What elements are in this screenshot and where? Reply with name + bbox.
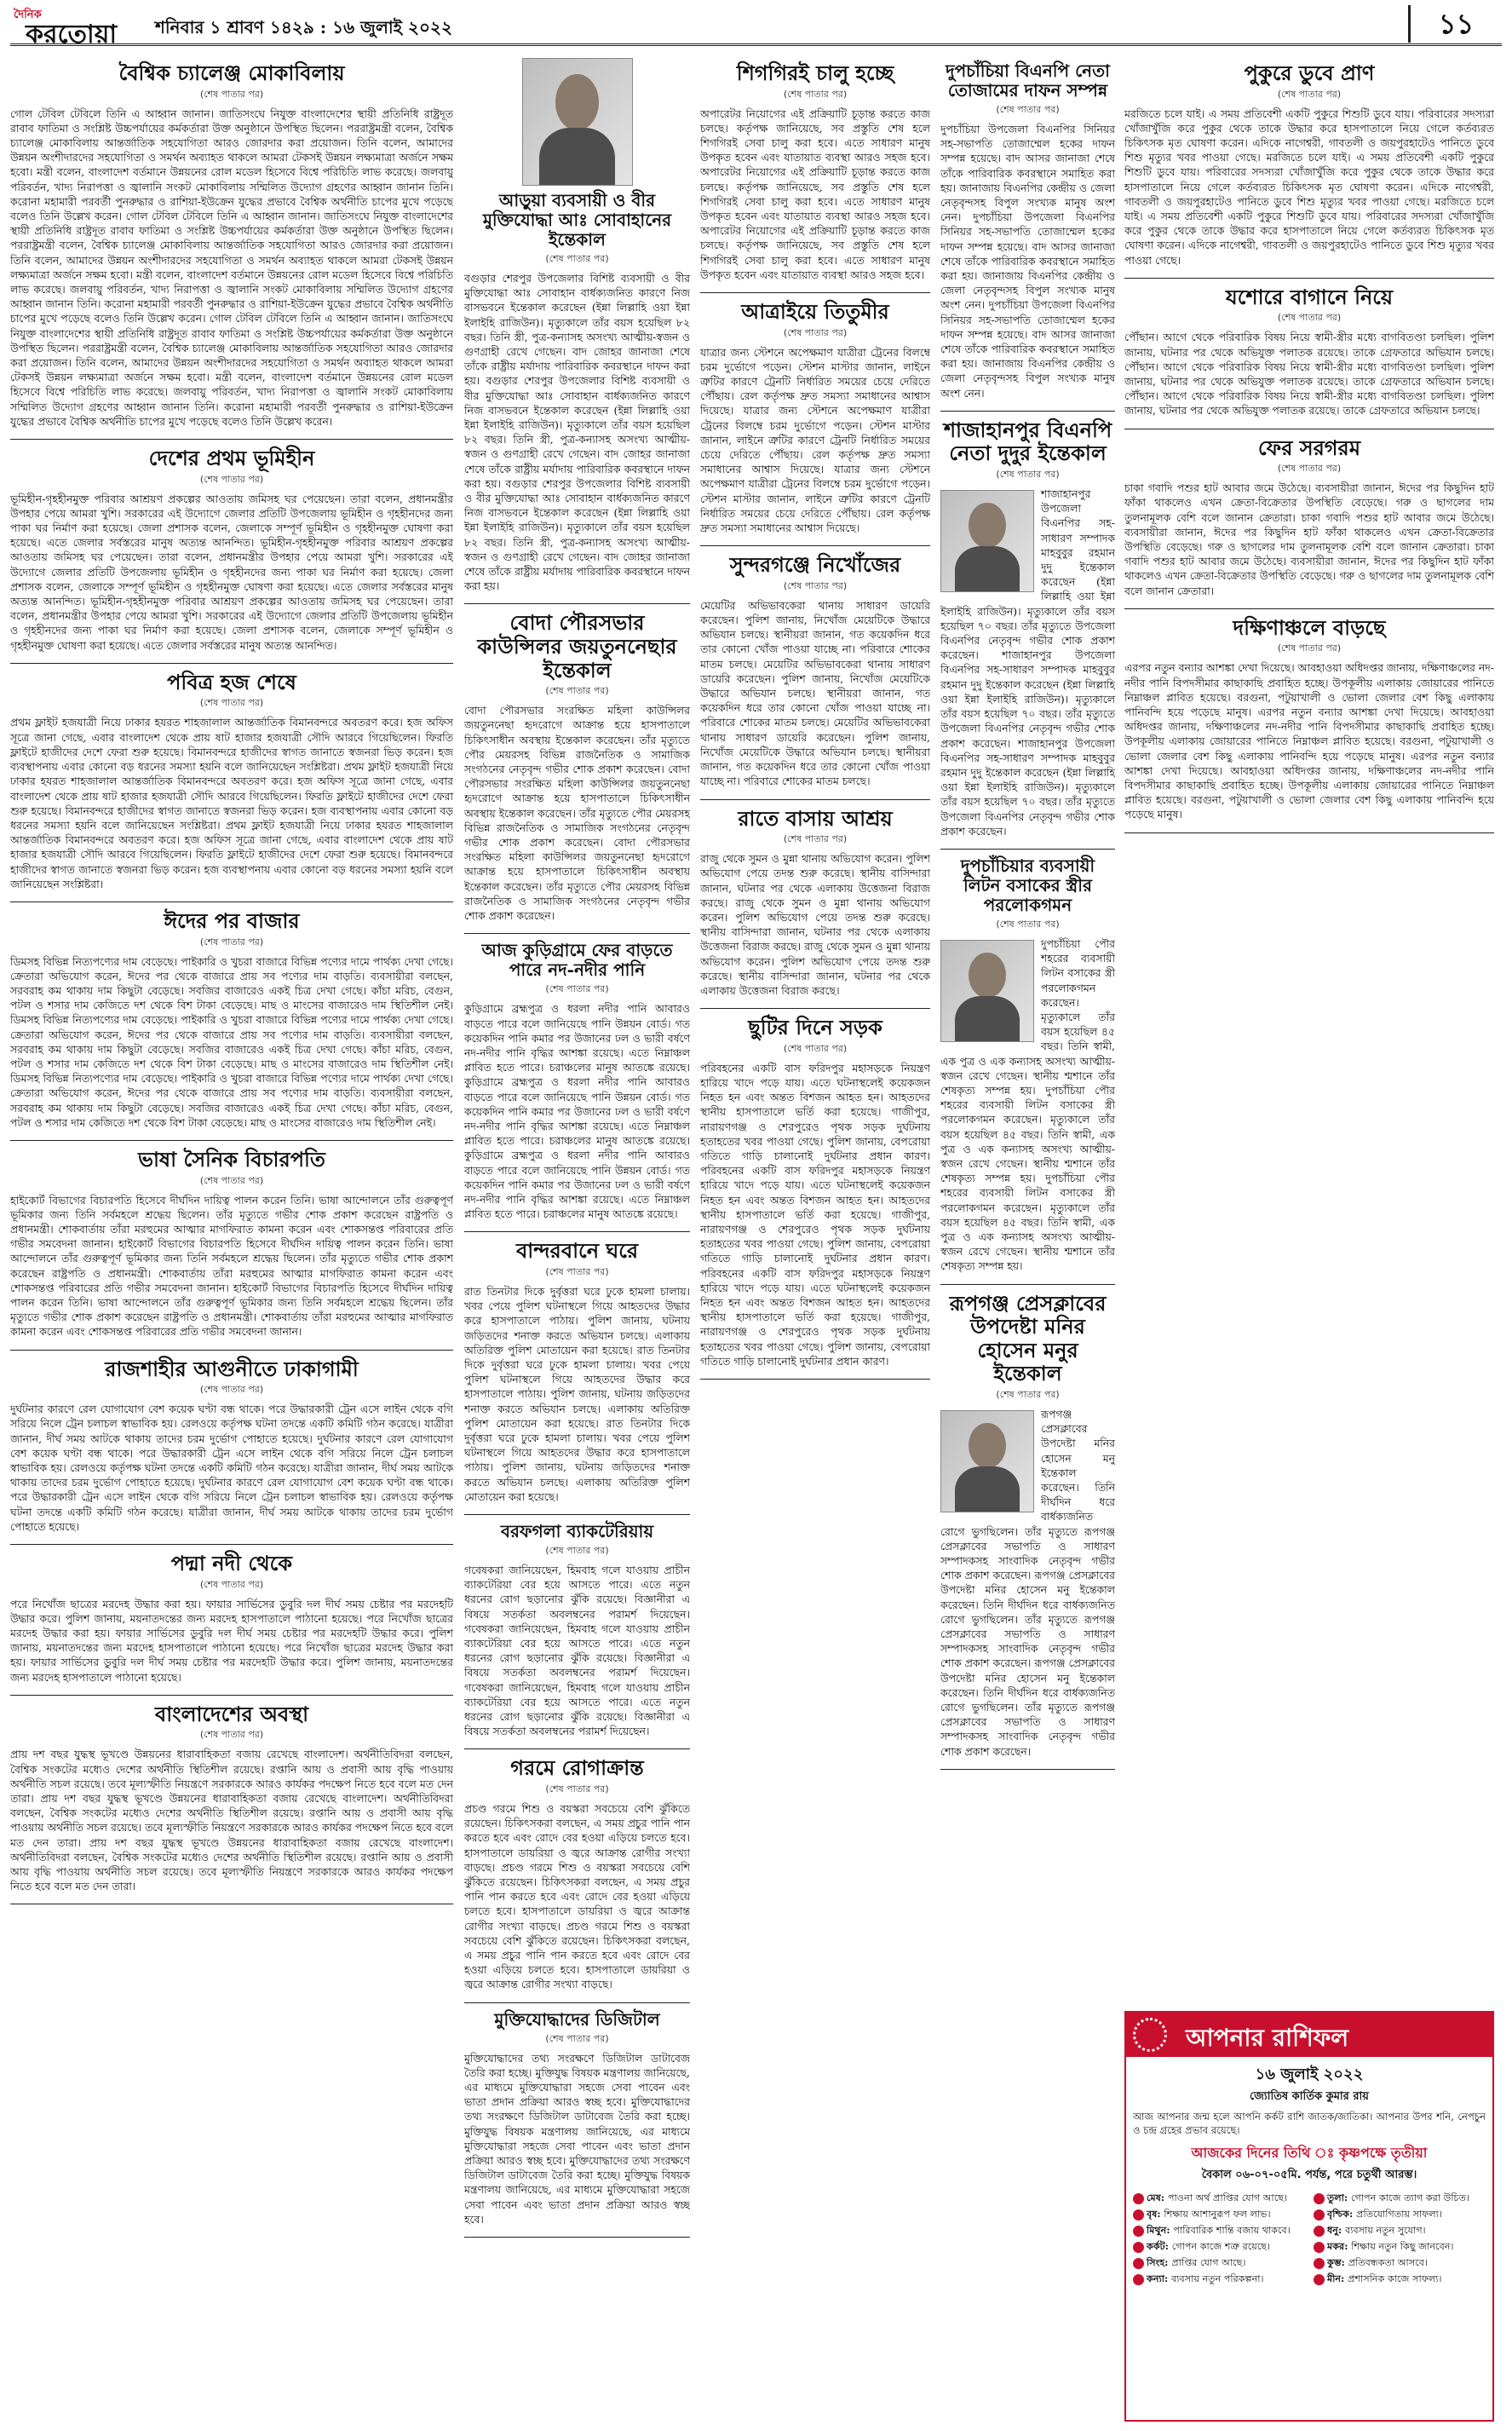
logo-big-text: করতোয়া [26, 20, 118, 49]
article-headline: ঈদের পর বাজার [164, 907, 300, 933]
sign-text: শিক্ষায় আশানুরূপ ফল লাভ। [1164, 2209, 1271, 2220]
article-body: চাকা গবাদি পশুর হাট আবার জমে উঠেছে। ব্যবসায়ীরা জানান, ঈদের পর কিছুদিন হাট ফাঁকা থাকলেও এখন ক্রেতা-বিক্রেতার উপস্থিতি বেড়েছে। গরু ও ছাগলের দাম তুলনামূলক বেশি বলে জানান ক্রেতারা। চাকা গবাদি পশুর হাট আবার জমে উঠেছে। ব্যবসায়ীরা জানান, ঈদের পর কিছুদিন হাট ফাঁকা থাকলেও এখন ক্রেতা-বিক্রেতার উপস্থিতি বেড়েছে। গরু ও ছাগলের দাম তুলনামূলক বেশি বলে জানান ক্রেতারা। চাকা গবাদি পশুর হাট আবার জমে উঠেছে। ব্যবসায়ীরা জানান, ঈদের পর কিছুদিন হাট ফাঁকা থাকলেও এখন ক্রেতা-বিক্রেতার উপস্থিতি বেড়েছে। গরু ও ছাগলের দাম তুলনামূলক বেশি বলে জানান ক্রেতারা। [1124, 481, 1494, 597]
article [10, 446, 453, 653]
horoscope-sign [1314, 2240, 1486, 2253]
divider [10, 1544, 453, 1545]
sign-text: ব্যবসায় নতুন পরিকল্পনা। [1171, 2273, 1264, 2284]
horoscope-signs-grid [1126, 2188, 1492, 2289]
horoscope-sign [1133, 2256, 1305, 2269]
article-body: যাত্রার জন্য স্টেশনে অপেক্ষমাণ যাত্রীরা ট্রেনের বিলম্বে চরম দুর্ভোগে পড়েন। স্টেশন মাস্টার জানান, লাইনে ত্রুটির কারণে ট্রেনটি নির্ধারিত সময়ের চেয়ে দেরিতে পৌঁছায়। রেল কর্তৃপক্ষ দ্রুত সমস্যা সমাধানের আশ্বাস দিয়েছে। যাত্রার জন্য স্টেশনে অপেক্ষমাণ যাত্রীরা ট্রেনের বিলম্বে চরম দুর্ভোগে পড়েন। স্টেশন মাস্টার জানান, লাইনে ত্রুটির কারণে ট্রেনটি নির্ধারিত সময়ের চেয়ে দেরিতে পৌঁছায়। রেল কর্তৃপক্ষ দ্রুত সমস্যা সমাধানের আশ্বাস দিয়েছে। যাত্রার জন্য স্টেশনে অপেক্ষমাণ যাত্রীরা ট্রেনের বিলম্বে চরম দুর্ভোগে পড়েন। স্টেশন মাস্টার জানান, লাইনে ত্রুটির কারণে ট্রেনটি নির্ধারিত সময়ের চেয়ে দেরিতে পৌঁছায়। রেল কর্তৃপক্ষ দ্রুত সমস্যা সমাধানের আশ্বাস দিয়েছে। [700, 345, 930, 535]
sign-text: প্রাপ্তির যোগ আছে। [1171, 2257, 1246, 2268]
article-headline: গরমে রোগাক্রান্ত [510, 1755, 644, 1781]
article-body: বোদা পৌরসভার সংরক্ষিত মহিলা কাউন্সিলর জয়তুননেছা হৃদরোগে আক্রান্ত হয়ে হাসপাতালে চিকিৎসাধীন অবস্থায় ইন্তেকাল করেছেন। তাঁর মৃত্যুতে পৌর মেয়রসহ বিভিন্ন রাজনৈতিক ও সামাজিক সংগঠনের নেতৃবৃন্দ গভীর শোক প্রকাশ করেছেন। বোদা পৌরসভার সংরক্ষিত মহিলা কাউন্সিলর জয়তুননেছা হৃদরোগে আক্রান্ত হয়ে হাসপাতালে চিকিৎসাধীন অবস্থায় ইন্তেকাল করেছেন। তাঁর মৃত্যুতে পৌর মেয়রসহ বিভিন্ন রাজনৈতিক ও সামাজিক সংগঠনের নেতৃবৃন্দ গভীর শোক প্রকাশ করেছেন। বোদা পৌরসভার সংরক্ষিত মহিলা কাউন্সিলর জয়তুননেছা হৃদরোগে আক্রান্ত হয়ে হাসপাতালে চিকিৎসাধীন অবস্থায় ইন্তেকাল করেছেন। তাঁর মৃত্যুতে পৌর মেয়রসহ বিভিন্ন রাজনৈতিক ও সামাজিক সংগঠনের নেতৃবৃন্দ গভীর শোক প্রকাশ করেছেন। [464, 704, 690, 923]
horoscope-astrologer: জ্যোতিষ কার্তিক কুমার রায় [1250, 2090, 1369, 2103]
article-headline: সুন্দরগঞ্জে নিখোঁজের [729, 552, 901, 578]
zodiac-sign-icon [1133, 2209, 1144, 2221]
sign-name: মকর: [1327, 2240, 1352, 2252]
article-headline: দেশের প্রথম ভূমিহীন [148, 446, 315, 471]
article-body: মেয়েটির অভিভাবকেরা থানায় সাধারণ ডায়েরি করেছেন। পুলিশ জানায়, নিখোঁজ মেয়েটিকে উদ্ধারে অভিযান চলছে। স্থানীয়রা জানান, গত কয়েকদিন ধরে তার কোনো খোঁজ পাওয়া যাচ্ছে না। পরিবারে শোকের মাতম চলছে। মেয়েটির অভিভাবকেরা থানায় সাধারণ ডায়েরি করেছেন। পুলিশ জানায়, নিখোঁজ মেয়েটিকে উদ্ধারে অভিযান চলছে। স্থানীয়রা জানান, গত কয়েকদিন ধরে তার কোনো খোঁজ পাওয়া যাচ্ছে না। পরিবারে শোকের মাতম চলছে। মেয়েটির অভিভাবকেরা থানায় সাধারণ ডায়েরি করেছেন। পুলিশ জানায়, নিখোঁজ মেয়েটিকে উদ্ধারে অভিযান চলছে। স্থানীয়রা জানান, গত কয়েকদিন ধরে তার কোনো খোঁজ পাওয়া যাচ্ছে না। পরিবারে শোকের মাতম চলছে। [700, 598, 930, 788]
continued-note: (শেষ পাতার পর) [199, 936, 264, 948]
article-body: দুপচাঁচিয়া পৌর শহরের ব্যবসায়ী লিটন বসাকের স্ত্রী পরলোকগমন করেছেন। মৃত্যুকালে তাঁর বয়স হয়েছিল ৪৫ বছর। তিনি স্বামী, এক পুত্র ও এক কন্যাসহ অসংখ্য আত্মীয়-স্বজন রেখে গেছেন। স্থানীয় শ্মশানে তাঁর শেষকৃত্য সম্পন্ন হয়। দুপচাঁচিয়া পৌর শহরের ব্যবসায়ী লিটন বসাকের স্ত্রী পরলোকগমন করেছেন। মৃত্যুকালে তাঁর বয়স হয়েছিল ৪৫ বছর। তিনি স্বামী, এক পুত্র ও এক কন্যাসহ অসংখ্য আত্মীয়-স্বজন রেখে গেছেন। স্থানীয় শ্মশানে তাঁর শেষকৃত্য সম্পন্ন হয়। দুপচাঁচিয়া পৌর শহরের ব্যবসায়ী লিটন বসাকের স্ত্রী পরলোকগমন করেছেন। মৃত্যুকালে তাঁর বয়স হয়েছিল ৪৫ বছর। তিনি স্বামী, এক পুত্র ও এক কন্যাসহ অসংখ্য আত্মীয়-স্বজন রেখে গেছেন। স্থানীয় শ্মশানে তাঁর শেষকৃত্য সম্পন্ন হয়। [940, 936, 1115, 1273]
sign-name: সিংহ: [1147, 2256, 1172, 2268]
horoscope-header [1126, 2013, 1492, 2057]
article-headline: পদ্মা নদী থেকে [170, 1551, 293, 1576]
continued-note: (শেষ পাতার পর) [783, 1042, 848, 1054]
sign-text: শিক্ষায় নতুন কিছু জানবেন। [1351, 2241, 1454, 2252]
article [1124, 436, 1494, 598]
horoscope-sign [1314, 2208, 1486, 2221]
zodiac-sign-icon [1314, 2274, 1325, 2285]
article [1124, 616, 1494, 822]
article-body: পরিবহনের একটি বাস ফরিদপুর মহাসড়কে নিয়ন্ত্রণ হারিয়ে খাদে পড়ে যায়। এতে ঘটনাস্থলেই কয়েকজন নিহত হন এবং অন্তত বিশজন আহত হন। আহতদের স্থানীয় হাসপাতালে ভর্তি করা হয়েছে। গাজীপুর, নারায়ণগঞ্জ ও শেরপুরেও পৃথক সড়ক দুর্ঘটনায় হতাহতের খবর পাওয়া গেছে। পুলিশ জানায়, বেপরোয়া গতিতে গাড়ি চালানোই দুর্ঘটনার প্রধান কারণ। পরিবহনের একটি বাস ফরিদপুর মহাসড়কে নিয়ন্ত্রণ হারিয়ে খাদে পড়ে যায়। এতে ঘটনাস্থলেই কয়েকজন নিহত হন এবং অন্তত বিশজন আহত হন। আহতদের স্থানীয় হাসপাতালে ভর্তি করা হয়েছে। গাজীপুর, নারায়ণগঞ্জ ও শেরপুরেও পৃথক সড়ক দুর্ঘটনায় হতাহতের খবর পাওয়া গেছে। পুলিশ জানায়, বেপরোয়া গতিতে গাড়ি চালানোই দুর্ঘটনার প্রধান কারণ। পরিবহনের একটি বাস ফরিদপুর মহাসড়কে নিয়ন্ত্রণ হারিয়ে খাদে পড়ে যায়। এতে ঘটনাস্থলেই কয়েকজন নিহত হন এবং অন্তত বিশজন আহত হন। আহতদের স্থানীয় হাসপাতালে ভর্তি করা হয়েছে। গাজীপুর, নারায়ণগঞ্জ ও শেরপুরেও পৃথক সড়ক দুর্ঘটনায় হতাহতের খবর পাওয়া গেছে। পুলিশ জানায়, বেপরোয়া গতিতে গাড়ি চালানোই দুর্ঘটনার প্রধান কারণ। [700, 1061, 930, 1368]
sign-name: বৃশ্চিক: [1327, 2208, 1357, 2220]
continued-note: (শেষ পাতার পর) [545, 983, 609, 995]
article-headline: বাংলাদেশের অবস্থা [154, 1701, 309, 1726]
article-body: গবেষকরা জানিয়েছেন, হিমবাহ গলে যাওয়ায় প্রাচীন ব্যাকটেরিয়া বের হয়ে আসতে পারে। এতে নতুন ধরনের রোগ ছড়ানোর ঝুঁকি রয়েছে। বিজ্ঞানীরা এ বিষয়ে সতর্কতা অবলম্বনের পরামর্শ দিয়েছেন। গবেষকরা জানিয়েছেন, হিমবাহ গলে যাওয়ায় প্রাচীন ব্যাকটেরিয়া বের হয়ে আসতে পারে। এতে নতুন ধরনের রোগ ছড়ানোর ঝুঁকি রয়েছে। বিজ্ঞানীরা এ বিষয়ে সতর্কতা অবলম্বনের পরামর্শ দিয়েছেন। গবেষকরা জানিয়েছেন, হিমবাহ গলে যাওয়ায় প্রাচীন ব্যাকটেরিয়া বের হয়ে আসতে পারে। এতে নতুন ধরনের রোগ ছড়ানোর ঝুঁকি রয়েছে। বিজ্ঞানীরা এ বিষয়ে সতর্কতা অবলম্বনের পরামর্শ দিয়েছেন। [464, 1563, 690, 1738]
zodiac-sign-icon [1314, 2258, 1325, 2269]
article-body: দুর্ঘটনার কারণে রেল যোগাযোগ বেশ কয়েক ঘণ্টা বন্ধ থাকে। পরে উদ্ধারকারী ট্রেন এসে লাইন থেকে বগি সরিয়ে নিলে ট্রেন চলাচল স্বাভাবিক হয়। রেলওয়ে কর্তৃপক্ষ ঘটনা তদন্তে একটি কমিটি গঠন করেছে। যাত্রীরা জানান, দীর্ঘ সময় আটকে থাকায় তাদের চরম দুর্ভোগ পোহাতে হয়েছে। দুর্ঘটনার কারণে রেল যোগাযোগ বেশ কয়েক ঘণ্টা বন্ধ থাকে। পরে উদ্ধারকারী ট্রেন এসে লাইন থেকে বগি সরিয়ে নিলে ট্রেন চলাচল স্বাভাবিক হয়। রেলওয়ে কর্তৃপক্ষ ঘটনা তদন্তে একটি কমিটি গঠন করেছে। যাত্রীরা জানান, দীর্ঘ সময় আটকে থাকায় তাদের চরম দুর্ভোগ পোহাতে হয়েছে। দুর্ঘটনার কারণে রেল যোগাযোগ বেশ কয়েক ঘণ্টা বন্ধ থাকে। পরে উদ্ধারকারী ট্রেন এসে লাইন থেকে বগি সরিয়ে নিলে ট্রেন চলাচল স্বাভাবিক হয়। রেলওয়ে কর্তৃপক্ষ ঘটনা তদন্তে একটি কমিটি গঠন করেছে। যাত্রীরা জানান, দীর্ঘ সময় আটকে থাকায় তাদের চরম দুর্ভোগ পোহাতে হয়েছে। [10, 1403, 453, 1533]
sign-name: মেষ: [1147, 2192, 1168, 2203]
article-headline: দক্ষিণাঞ্চলে বাড়ছে [1233, 614, 1386, 640]
article-headline: আজ কুড়িগ্রামে ফের বাড়তে পারে নদ-নদীর পানি [481, 940, 673, 981]
article-body: প্রায় দশ বছর যুদ্ধস্থ ভূখণ্ডে উন্নয়নের ধারাবাহিকতা বজায় রেখেছে বাংলাদেশ। অর্থনীতিবিদরা বলছেন, বৈশ্বিক সংকটের মধ্যেও দেশের অর্থনীতি স্থিতিশীল রয়েছে। রপ্তানি আয় ও প্রবাসী আয় বৃদ্ধি পাওয়ায় অর্থনীতি সচল রয়েছে। তবে মূল্যস্ফীতি নিয়ন্ত্রণে সরকারকে আরও কার্যকর পদক্ষেপ নিতে হবে বলে মত দেন তারা। প্রায় দশ বছর যুদ্ধস্থ ভূখণ্ডে উন্নয়নের ধারাবাহিকতা বজায় রেখেছে বাংলাদেশ। অর্থনীতিবিদরা বলছেন, বৈশ্বিক সংকটের মধ্যেও দেশের অর্থনীতি স্থিতিশীল রয়েছে। রপ্তানি আয় ও প্রবাসী আয় বৃদ্ধি পাওয়ায় অর্থনীতি সচল রয়েছে। তবে মূল্যস্ফীতি নিয়ন্ত্রণে সরকারকে আরও কার্যকর পদক্ষেপ নিতে হবে বলে মত দেন তারা। প্রায় দশ বছর যুদ্ধস্থ ভূখণ্ডে উন্নয়নের ধারাবাহিকতা বজায় রেখেছে বাংলাদেশ। অর্থনীতিবিদরা বলছেন, বৈশ্বিক সংকটের মধ্যেও দেশের অর্থনীতি স্থিতিশীল রয়েছে। রপ্তানি আয় ও প্রবাসী আয় বৃদ্ধি পাওয়ায় অর্থনীতি সচল রয়েছে। তবে মূল্যস্ফীতি নিয়ন্ত্রণে সরকারকে আরও কার্যকর পদক্ষেপ নিতে হবে বলে মত দেন তারা। [10, 1748, 453, 1893]
sign-text: পারিবারিক শান্তি বজায় থাকবে। [1173, 2225, 1291, 2236]
sign-name: কন্যা: [1147, 2273, 1172, 2284]
zodiac-sign-icon [1133, 2274, 1144, 2285]
continued-note: (শেষ পাতার পর) [996, 104, 1060, 115]
article-body: মুক্তিযোদ্ধাদের তথ্য সংরক্ষণে ডিজিটাল ডাটাবেজ তৈরি করা হচ্ছে। মুক্তিযুদ্ধ বিষয়ক মন্ত্রণালয় জানিয়েছে, এর মাধ্যমে মুক্তিযোদ্ধারা সহজে সেবা পাবেন এবং ভাতা প্রদান প্রক্রিয়া আরও স্বচ্ছ হবে। মুক্তিযোদ্ধাদের তথ্য সংরক্ষণে ডিজিটাল ডাটাবেজ তৈরি করা হচ্ছে। মুক্তিযুদ্ধ বিষয়ক মন্ত্রণালয় জানিয়েছে, এর মাধ্যমে মুক্তিযোদ্ধারা সহজে সেবা পাবেন এবং ভাতা প্রদান প্রক্রিয়া আরও স্বচ্ছ হবে। মুক্তিযোদ্ধাদের তথ্য সংরক্ষণে ডিজিটাল ডাটাবেজ তৈরি করা হচ্ছে। মুক্তিযুদ্ধ বিষয়ক মন্ত্রণালয় জানিয়েছে, এর মাধ্যমে মুক্তিযোদ্ধারা সহজে সেবা পাবেন এবং ভাতা প্রদান প্রক্রিয়া আরও স্বচ্ছ হবে। [464, 2051, 690, 2226]
sign-name: কুম্ভ: [1327, 2256, 1348, 2268]
continued-note: (শেষ পাতার পর) [996, 469, 1060, 481]
divider [700, 799, 930, 800]
continued-note: (শেষ পাতার পর) [1277, 312, 1342, 324]
newspaper-logo [10, 5, 138, 49]
sign-name: তুলা: [1327, 2192, 1351, 2203]
article-headline: রাজশাহীর আগুনীতে ঢাকাগামী [105, 1356, 359, 1381]
horoscope-sign [1314, 2256, 1486, 2269]
article-headline: দুপচাঁচিয়ার ব্যবসায়ী লিটন বসাকের স্ত্রীর পরলোকগমন [960, 855, 1095, 915]
zodiac-sign-icon [1314, 2226, 1325, 2237]
sign-text: প্রশাসনিক কাজে সাফল্য। [1348, 2273, 1442, 2284]
zodiac-sign-icon [1133, 2226, 1144, 2237]
continued-note: (শেষ পাতার পর) [996, 918, 1060, 930]
article-headline: শিগগিরই চালু হচ্ছে [736, 60, 894, 85]
zodiac-sign-icon [1133, 2258, 1144, 2269]
article-body: পরে নিখোঁজ ছাত্রের মরদেহ উদ্ধার করা হয়। ফায়ার সার্ভিসের ডুবুরি দল দীর্ঘ সময় চেষ্টার পর মরদেহটি উদ্ধার করে। পুলিশ জানায়, ময়নাতদন্তের জন্য মরদেহ হাসপাতালে পাঠানো হয়েছে। পরে নিখোঁজ ছাত্রের মরদেহ উদ্ধার করা হয়। ফায়ার সার্ভিসের ডুবুরি দল দীর্ঘ সময় চেষ্টার পর মরদেহটি উদ্ধার করে। পুলিশ জানায়, ময়নাতদন্তের জন্য মরদেহ হাসপাতালে পাঠানো হয়েছে। পরে নিখোঁজ ছাত্রের মরদেহ উদ্ধার করা হয়। ফায়ার সার্ভিসের ডুবুরি দল দীর্ঘ সময় চেষ্টার পর মরদেহটি উদ্ধার করে। পুলিশ জানায়, ময়নাতদন্তের জন্য মরদেহ হাসপাতালে পাঠানো হয়েছে। [10, 1597, 453, 1684]
continued-note: (শেষ পাতার পর) [199, 1578, 264, 1590]
article-headline: পুকুরে ডুবে প্রাণ [1244, 60, 1375, 85]
article-headline: বৈশ্বিক চ্যালেঞ্জ মোকাবিলায় [118, 60, 345, 85]
article [700, 300, 930, 535]
zodiac-sign-icon [1133, 2193, 1144, 2204]
article [940, 61, 1115, 400]
article-headline: বরফগলা ব্যাকটেরিয়ায় [500, 1520, 654, 1541]
article-headline: বোদা পৌরসভার কাউন্সিলর জয়তুননেছার ইন্তেকাল [477, 610, 677, 683]
horoscope-sign [1314, 2273, 1486, 2285]
article [10, 1552, 453, 1685]
continued-note: (শেষ পাতার পর) [1277, 463, 1342, 475]
sign-name: মীন: [1327, 2273, 1348, 2284]
continued-note: (শেষ পাতার পর) [545, 1783, 609, 1795]
divider [1124, 832, 1494, 833]
article-headline: ছুটির দিনে সড়ক [748, 1015, 882, 1040]
article [464, 2010, 690, 2226]
article-headline: রূপগঞ্জ প্রেসক্লাবের উপদেষ্টা মনির হোসেন মনুর ইন্তেকাল [949, 1290, 1107, 1386]
article-headline: ভাষা সৈনিক বিচারপতি [138, 1146, 325, 1172]
zodiac-sign-icon [1133, 2242, 1144, 2253]
divider [464, 933, 690, 934]
sign-name: ধনু: [1327, 2224, 1345, 2236]
continued-note: (শেষ পাতার পর) [545, 1544, 609, 1556]
continued-note: (শেষ পাতার পর) [199, 473, 264, 485]
divider [940, 411, 1115, 412]
divider [940, 1284, 1115, 1285]
article-body: দুপচাঁচিয়া উপজেলা বিএনপির সিনিয়র সহ-সভাপতি তোজাম্মেল হকের দাফন সম্পন্ন হয়েছে। বাদ আসর জানাজা শেষে তাঁকে পারিবারিক কবরস্থানে সমাহিত করা হয়। জানাজায় বিএনপির কেন্দ্রীয় ও জেলা নেতৃবৃন্দসহ বিপুল সংখ্যক মানুষ অংশ নেন। দুপচাঁচিয়া উপজেলা বিএনপির সিনিয়র সহ-সভাপতি তোজাম্মেল হকের দাফন সম্পন্ন হয়েছে। বাদ আসর জানাজা শেষে তাঁকে পারিবারিক কবরস্থানে সমাহিত করা হয়। জানাজায় বিএনপির কেন্দ্রীয় ও জেলা নেতৃবৃন্দসহ বিপুল সংখ্যক মানুষ অংশ নেন। দুপচাঁচিয়া উপজেলা বিএনপির সিনিয়র সহ-সভাপতি তোজাম্মেল হকের দাফন সম্পন্ন হয়েছে। বাদ আসর জানাজা শেষে তাঁকে পারিবারিক কবরস্থানে সমাহিত করা হয়। জানাজায় বিএনপির কেন্দ্রীয় ও জেলা নেতৃবৃন্দসহ বিপুল সংখ্যক মানুষ অংশ নেন। [940, 123, 1115, 400]
horoscope-box [1124, 2011, 1494, 2422]
continued-note: (শেষ পাতার পর) [545, 253, 609, 264]
article [700, 61, 930, 282]
article-headline: দুপচাঁচিয়া বিএনপি নেতা তোজামের দাফন সম্পন্ন [946, 60, 1110, 101]
horoscope-sign [1133, 2273, 1305, 2285]
article-headline: বান্দরবানে ঘরে [515, 1238, 639, 1264]
dateline: শনিবার ১ শ্রাবণ ১৪২৯ : ১৬ জুলাই ২০২২ [155, 17, 453, 37]
photo-portrait-sobhan [522, 58, 633, 186]
article [464, 191, 690, 593]
photo-portrait [940, 490, 1034, 592]
article [464, 941, 690, 1221]
sign-text: ব্যবসায় নতুন সুযোগ। [1344, 2225, 1426, 2236]
article-body: বগুড়ার শেরপুর উপজেলার বিশিষ্ট ব্যবসায়ী ও বীর মুক্তিযোদ্ধা আঃ সোবাহান বার্ধক্যজনিত কারণে নিজ বাসভবনে ইন্তেকাল করেছেন (ইন্না লিল্লাহি ওয়া ইন্না ইলাইহি রাজিউন)। মৃত্যুকালে তাঁর বয়স হয়েছিল ৮২ বছর। তিনি স্ত্রী, পুত্র-কন্যাসহ অসংখ্য আত্মীয়-স্বজন ও গুণগ্রাহী রেখে গেছেন। বাদ জোহর জানাজা শেষে তাঁকে রাষ্ট্রীয় মর্যাদায় পারিবারিক কবরস্থানে দাফন করা হয়। বগুড়ার শেরপুর উপজেলার বিশিষ্ট ব্যবসায়ী ও বীর মুক্তিযোদ্ধা আঃ সোবাহান বার্ধক্যজনিত কারণে নিজ বাসভবনে ইন্তেকাল করেছেন (ইন্না লিল্লাহি ওয়া ইন্না ইলাইহি রাজিউন)। মৃত্যুকালে তাঁর বয়স হয়েছিল ৮২ বছর। তিনি স্ত্রী, পুত্র-কন্যাসহ অসংখ্য আত্মীয়-স্বজন ও গুণগ্রাহী রেখে গেছেন। বাদ জোহর জানাজা শেষে তাঁকে রাষ্ট্রীয় মর্যাদায় পারিবারিক কবরস্থানে দাফন করা হয়। বগুড়ার শেরপুর উপজেলার বিশিষ্ট ব্যবসায়ী ও বীর মুক্তিযোদ্ধা আঃ সোবাহান বার্ধক্যজনিত কারণে নিজ বাসভবনে ইন্তেকাল করেছেন (ইন্না লিল্লাহি ওয়া ইন্না ইলাইহি রাজিউন)। মৃত্যুকালে তাঁর বয়স হয়েছিল ৮২ বছর। তিনি স্ত্রী, পুত্র-কন্যাসহ অসংখ্য আত্মীয়-স্বজন ও গুণগ্রাহী রেখে গেছেন। বাদ জোহর জানাজা শেষে তাঁকে রাষ্ট্রীয় মর্যাদায় পারিবারিক কবরস্থানে দাফন করা হয়। [464, 272, 690, 593]
article-headline: শাজাহানপুর বিএনপি নেতা দুদুর ইন্তেকাল [943, 417, 1112, 466]
photo-portrait [940, 1410, 1034, 1512]
article [10, 1357, 453, 1534]
zodiac-wheel-icon [1133, 2018, 1167, 2052]
horoscope-tithi-time: বৈকাল ০৬-০৭-০৫মি. পর্যন্ত, পরে চতুর্থী আরম্ভ। [1201, 2169, 1417, 2181]
sign-name: কর্কট: [1147, 2240, 1172, 2252]
article [464, 1522, 690, 1738]
article-body: প্রচণ্ড গরমে শিশু ও বয়স্করা সবচেয়ে বেশি ঝুঁকিতে রয়েছেন। চিকিৎসকরা বলছেন, এ সময় প্রচুর পানি পান করতে হবে এবং রোদে বের হওয়া এড়িয়ে চলতে হবে। হাসপাতালে ডায়রিয়া ও জ্বরে আক্রান্ত রোগীর সংখ্যা বাড়ছে। প্রচণ্ড গরমে শিশু ও বয়স্করা সবচেয়ে বেশি ঝুঁকিতে রয়েছেন। চিকিৎসকরা বলছেন, এ সময় প্রচুর পানি পান করতে হবে এবং রোদে বের হওয়া এড়িয়ে চলতে হবে। হাসপাতালে ডায়রিয়া ও জ্বরে আক্রান্ত রোগীর সংখ্যা বাড়ছে। প্রচণ্ড গরমে শিশু ও বয়স্করা সবচেয়ে বেশি ঝুঁকিতে রয়েছেন। চিকিৎসকরা বলছেন, এ সময় প্রচুর পানি পান করতে হবে এবং রোদে বের হওয়া এড়িয়ে চলতে হবে। হাসপাতালে ডায়রিয়া ও জ্বরে আক্রান্ত রোগীর সংখ্যা বাড়ছে। [464, 1802, 690, 1991]
sign-text: প্রতিযোগিতায় সাফল্য। [1356, 2209, 1442, 2220]
continued-note: (শেষ পাতার পর) [783, 579, 848, 591]
divider [940, 849, 1115, 850]
divider [464, 603, 690, 604]
article-body: মরজিতে চলে যাই। এ সময় প্রতিবেশী একটি পুকুরে শিশুটি ডুবে যায়। পরিবারের সদস্যরা খোঁজাখুঁজি করে পুকুর থেকে তাকে উদ্ধার করে হাসপাতালে নিয়ে গেলে কর্তব্যরত চিকিৎসক মৃত ঘোষণা করেন। এদিকে নাগেশ্বরী, গাবতলী ও জয়পুরহাটেও পানিতে ডুবে শিশু মৃত্যুর খবর পাওয়া গেছে। মরজিতে চলে যাই। এ সময় প্রতিবেশী একটি পুকুরে শিশুটি ডুবে যায়। পরিবারের সদস্যরা খোঁজাখুঁজি করে পুকুর থেকে তাকে উদ্ধার করে হাসপাতালে নিয়ে গেলে কর্তব্যরত চিকিৎসক মৃত ঘোষণা করেন। এদিকে নাগেশ্বরী, গাবতলী ও জয়পুরহাটেও পানিতে ডুবে শিশু মৃত্যুর খবর পাওয়া গেছে। মরজিতে চলে যাই। এ সময় প্রতিবেশী একটি পুকুরে শিশুটি ডুবে যায়। পরিবারের সদস্যরা খোঁজাখুঁজি করে পুকুর থেকে তাকে উদ্ধার করে হাসপাতালে নিয়ে গেলে কর্তব্যরত চিকিৎসক মৃত ঘোষণা করেন। এদিকে নাগেশ্বরী, গাবতলী ও জয়পুরহাটেও পানিতে ডুবে শিশু মৃত্যুর খবর পাওয়া গেছে। [1124, 107, 1494, 267]
article [940, 1292, 1115, 1759]
divider [700, 1379, 930, 1380]
divider [10, 1350, 453, 1351]
horoscope-sign [1314, 2224, 1486, 2237]
article-body: ডিমসহ বিভিন্ন নিত্যপণ্যের দাম বেড়েছে। পাইকারি ও খুচরা বাজারে বিভিন্ন পণ্যের দামে পার্থক্য দেখা গেছে। ক্রেতারা অভিযোগ করেন, ঈদের পর থেকে বাজারে প্রায় সব পণ্যের দাম বাড়তি। ব্যবসায়ীরা বলছেন, সরবরাহ কম থাকায় দাম কিছুটা বেড়েছে। সবজির বাজারেও একই চিত্র দেখা গেছে। কাঁচা মরিচ, বেগুন, পটল ও শসার দাম কেজিতে দশ থেকে বিশ টাকা বেড়েছে। মাছ ও মাংসের বাজারেও দাম স্থিতিশীল নেই। ডিমসহ বিভিন্ন নিত্যপণ্যের দাম বেড়েছে। পাইকারি ও খুচরা বাজারে বিভিন্ন পণ্যের দামে পার্থক্য দেখা গেছে। ক্রেতারা অভিযোগ করেন, ঈদের পর থেকে বাজারে প্রায় সব পণ্যের দাম বাড়তি। ব্যবসায়ীরা বলছেন, সরবরাহ কম থাকায় দাম কিছুটা বেড়েছে। সবজির বাজারেও একই চিত্র দেখা গেছে। কাঁচা মরিচ, বেগুন, পটল ও শসার দাম কেজিতে দশ থেকে বিশ টাকা বেড়েছে। মাছ ও মাংসের বাজারেও দাম স্থিতিশীল নেই। ডিমসহ বিভিন্ন নিত্যপণ্যের দাম বেড়েছে। পাইকারি ও খুচরা বাজারে বিভিন্ন পণ্যের দামে পার্থক্য দেখা গেছে। ক্রেতারা অভিযোগ করেন, ঈদের পর থেকে বাজারে প্রায় সব পণ্যের দাম বাড়তি। ব্যবসায়ীরা বলছেন, সরবরাহ কম থাকায় দাম কিছুটা বেড়েছে। সবজির বাজারেও একই চিত্র দেখা গেছে। কাঁচা মরিচ, বেগুন, পটল ও শসার দাম কেজিতে দশ থেকে বিশ টাকা বেড়েছে। মাছ ও মাংসের বাজারেও দাম স্থিতিশীল নেই। [10, 954, 453, 1129]
continued-note: (শেষ পাতার পর) [199, 1174, 264, 1186]
continued-note: (শেষ পাতার পর) [199, 1384, 264, 1396]
article [464, 1756, 690, 1991]
divider [700, 292, 930, 293]
page-number: ১১ [1408, 5, 1502, 43]
article-body: অপারেটর নিয়োগের এই প্রক্রিয়াটি চূড়ান্ত করতে কাজ চলছে। কর্তৃপক্ষ জানিয়েছে, সব প্রস্তুতি শেষ হলে শিগগিরই সেবা চালু করা হবে। এতে সাধারণ মানুষ উপকৃত হবেন এবং যাতায়াত ব্যবস্থা আরও সহজ হবে। অপারেটর নিয়োগের এই প্রক্রিয়াটি চূড়ান্ত করতে কাজ চলছে। কর্তৃপক্ষ জানিয়েছে, সব প্রস্তুতি শেষ হলে শিগগিরই সেবা চালু করা হবে। এতে সাধারণ মানুষ উপকৃত হবেন এবং যাতায়াত ব্যবস্থা আরও সহজ হবে। অপারেটর নিয়োগের এই প্রক্রিয়াটি চূড়ান্ত করতে কাজ চলছে। কর্তৃপক্ষ জানিয়েছে, সব প্রস্তুতি শেষ হলে শিগগিরই সেবা চালু করা হবে। এতে সাধারণ মানুষ উপকৃত হবেন এবং যাতায়াত ব্যবস্থা আরও সহজ হবে। [700, 107, 930, 281]
zodiac-sign-icon [1314, 2209, 1325, 2221]
divider [700, 545, 930, 546]
article-body: হাইকোর্ট বিভাগের বিচারপতি হিসেবে দীর্ঘদিন দায়িত্ব পালন করেন তিনি। ভাষা আন্দোলনে তাঁর গুরুত্বপূর্ণ ভূমিকার জন্য তিনি সর্বমহলে শ্রদ্ধেয় ছিলেন। তাঁর মৃত্যুতে গভীর শোক প্রকাশ করেছেন রাষ্ট্রপতি ও প্রধানমন্ত্রী। শোকবার্তায় তাঁরা মরহুমের আত্মার মাগফিরাত কামনা করেন এবং শোকসন্তপ্ত পরিবারের প্রতি গভীর সমবেদনা জানান। হাইকোর্ট বিভাগের বিচারপতি হিসেবে দীর্ঘদিন দায়িত্ব পালন করেন তিনি। ভাষা আন্দোলনে তাঁর গুরুত্বপূর্ণ ভূমিকার জন্য তিনি সর্বমহলে শ্রদ্ধেয় ছিলেন। তাঁর মৃত্যুতে গভীর শোক প্রকাশ করেছেন রাষ্ট্রপতি ও প্রধানমন্ত্রী। শোকবার্তায় তাঁরা মরহুমের আত্মার মাগফিরাত কামনা করেন এবং শোকসন্তপ্ত পরিবারের প্রতি গভীর সমবেদনা জানান। হাইকোর্ট বিভাগের বিচারপতি হিসেবে দীর্ঘদিন দায়িত্ব পালন করেন তিনি। ভাষা আন্দোলনে তাঁর গুরুত্বপূর্ণ ভূমিকার জন্য তিনি সর্বমহলে শ্রদ্ধেয় ছিলেন। তাঁর মৃত্যুতে গভীর শোক প্রকাশ করেছেন রাষ্ট্রপতি ও প্রধানমন্ত্রী। শোকবার্তায় তাঁরা মরহুমের আত্মার মাগফিরাত কামনা করেন এবং শোকসন্তপ্ত পরিবারের প্রতি গভীর সমবেদনা জানান। [10, 1193, 453, 1339]
horoscope-sign [1133, 2240, 1305, 2253]
article-body: গোল টেবিল টেবিলে তিনি এ আহ্বান জানান। জাতিসংঘে নিযুক্ত বাংলাদেশের স্থায়ী প্রতিনিধি রাষ্ট্রদূত রাবাব ফাতিমা ও সংশ্লিষ্ট উচ্চপর্যায়ের কর্মকর্তারা উক্ত অনুষ্ঠানে উপস্থিত ছিলেন। পররাষ্ট্রমন্ত্রী বলেন, বৈশ্বিক চ্যালেঞ্জ মোকাবিলায় আন্তর্জাতিক সহযোগিতা আরও জোরদার করা প্রয়োজন। তিনি বলেন, আমাদের উন্নয়ন অংশীদারদের সহযোগিতা ও সমর্থন অব্যাহত থাকলে আমরা টেকসই উন্নয়ন লক্ষ্যমাত্রা অর্জনে সক্ষম হবো। মন্ত্রী বলেন, বাংলাদেশ বর্তমানে উন্নয়নের রোল মডেল হিসেবে বিশ্বে পরিচিতি লাভ করেছে। জলবায়ু পরিবর্তন, খাদ্য নিরাপত্তা ও জ্বালানি সংকট মোকাবিলায় সম্মিলিত উদ্যোগ গ্রহণের আহ্বান জানান তিনি। করোনা মহামারী পরবর্তী পুনরুদ্ধার ও রাশিয়া-ইউক্রেন যুদ্ধের প্রভাবে বৈশ্বিক অর্থনীতি চাপের মুখে পড়েছে বলেও তিনি উল্লেখ করেন। গোল টেবিল টেবিলে তিনি এ আহ্বান জানান। জাতিসংঘে নিযুক্ত বাংলাদেশের স্থায়ী প্রতিনিধি রাষ্ট্রদূত রাবাব ফাতিমা ও সংশ্লিষ্ট উচ্চপর্যায়ের কর্মকর্তারা উক্ত অনুষ্ঠানে উপস্থিত ছিলেন। পররাষ্ট্রমন্ত্রী বলেন, বৈশ্বিক চ্যালেঞ্জ মোকাবিলায় আন্তর্জাতিক সহযোগিতা আরও জোরদার করা প্রয়োজন। তিনি বলেন, আমাদের উন্নয়ন অংশীদারদের সহযোগিতা ও সমর্থন অব্যাহত থাকলে আমরা টেকসই উন্নয়ন লক্ষ্যমাত্রা অর্জনে সক্ষম হবো। মন্ত্রী বলেন, বাংলাদেশ বর্তমানে উন্নয়নের রোল মডেল হিসেবে বিশ্বে পরিচিতি লাভ করেছে। জলবায়ু পরিবর্তন, খাদ্য নিরাপত্তা ও জ্বালানি সংকট মোকাবিলায় সম্মিলিত উদ্যোগ গ্রহণের আহ্বান জানান তিনি। করোনা মহামারী পরবর্তী পুনরুদ্ধার ও রাশিয়া-ইউক্রেন যুদ্ধের প্রভাবে বৈশ্বিক অর্থনীতি চাপের মুখে পড়েছে বলেও তিনি উল্লেখ করেন। গোল টেবিল টেবিলে তিনি এ আহ্বান জানান। জাতিসংঘে নিযুক্ত বাংলাদেশের স্থায়ী প্রতিনিধি রাষ্ট্রদূত রাবাব ফাতিমা ও সংশ্লিষ্ট উচ্চপর্যায়ের কর্মকর্তারা উক্ত অনুষ্ঠানে উপস্থিত ছিলেন। পররাষ্ট্রমন্ত্রী বলেন, বৈশ্বিক চ্যালেঞ্জ মোকাবিলায় আন্তর্জাতিক সহযোগিতা আরও জোরদার করা প্রয়োজন। তিনি বলেন, আমাদের উন্নয়ন অংশীদারদের সহযোগিতা ও সমর্থন অব্যাহত থাকলে আমরা টেকসই উন্নয়ন লক্ষ্যমাত্রা অর্জনে সক্ষম হবো। মন্ত্রী বলেন, বাংলাদেশ বর্তমানে উন্নয়নের রোল মডেল হিসেবে বিশ্বে পরিচিতি লাভ করেছে। জলবায়ু পরিবর্তন, খাদ্য নিরাপত্তা ও জ্বালানি সংকট মোকাবিলায় সম্মিলিত উদ্যোগ গ্রহণের আহ্বান জানান তিনি। করোনা মহামারী পরবর্তী পুনরুদ্ধার ও রাশিয়া-ইউক্রেন যুদ্ধের প্রভাবে বৈশ্বিক অর্থনীতি চাপের মুখে পড়েছে বলেও তিনি উল্লেখ করেন। [10, 107, 453, 428]
divider [10, 1695, 453, 1696]
continued-note: (শেষ পাতার পর) [199, 1729, 264, 1741]
article-body: রূপগঞ্জ প্রেসক্লাবের উপদেষ্টা মনির হোসেন মনু ইন্তেকাল করেছেন। তিনি দীর্ঘদিন ধরে বার্ধক্যজনিত রোগে ভুগছিলেন। তাঁর মৃত্যুতে রূপগঞ্জ প্রেসক্লাবের সভাপতি ও সাধারণ সম্পাদকসহ সাংবাদিক নেতৃবৃন্দ গভীর শোক প্রকাশ করেছেন। রূপগঞ্জ প্রেসক্লাবের উপদেষ্টা মনির হোসেন মনু ইন্তেকাল করেছেন। তিনি দীর্ঘদিন ধরে বার্ধক্যজনিত রোগে ভুগছিলেন। তাঁর মৃত্যুতে রূপগঞ্জ প্রেসক্লাবের সভাপতি ও সাধারণ সম্পাদকসহ সাংবাদিক নেতৃবৃন্দ গভীর শোক প্রকাশ করেছেন। রূপগঞ্জ প্রেসক্লাবের উপদেষ্টা মনির হোসেন মনু ইন্তেকাল করেছেন। তিনি দীর্ঘদিন ধরে বার্ধক্যজনিত রোগে ভুগছিলেন। তাঁর মৃত্যুতে রূপগঞ্জ প্রেসক্লাবের সভাপতি ও সাধারণ সম্পাদকসহ সাংবাদিক নেতৃবৃন্দ গভীর শোক প্রকাশ করেছেন। [940, 1407, 1115, 1758]
divider [464, 2237, 690, 2238]
article [700, 1016, 930, 1368]
article-body: শাজাহানপুর উপজেলা বিএনপির সহ-সাধারণ সম্পাদক মাহবুবুর রহমান দুদু ইন্তেকাল করেছেন (ইন্না লিল্লাহি ওয়া ইন্না ইলাইহি রাজিউন)। মৃত্যুকালে তাঁর বয়স হয়েছিল ৭০ বছর। তাঁর মৃত্যুতে উপজেলা বিএনপির নেতৃবৃন্দ গভীর শোক প্রকাশ করেছেন। শাজাহানপুর উপজেলা বিএনপির সহ-সাধারণ সম্পাদক মাহবুবুর রহমান দুদু ইন্তেকাল করেছেন (ইন্না লিল্লাহি ওয়া ইন্না ইলাইহি রাজিউন)। মৃত্যুকালে তাঁর বয়স হয়েছিল ৭০ বছর। তাঁর মৃত্যুতে উপজেলা বিএনপির নেতৃবৃন্দ গভীর শোক প্রকাশ করেছেন। শাজাহানপুর উপজেলা বিএনপির সহ-সাধারণ সম্পাদক মাহবুবুর রহমান দুদু ইন্তেকাল করেছেন (ইন্না লিল্লাহি ওয়া ইন্না ইলাইহি রাজিউন)। মৃত্যুকালে তাঁর বয়স হয়েছিল ৭০ বছর। তাঁর মৃত্যুতে উপজেলা বিএনপির নেতৃবৃন্দ গভীর শোক প্রকাশ করেছেন। [940, 487, 1115, 838]
article [10, 671, 453, 891]
horoscope-sign [1133, 2192, 1305, 2204]
divider [1124, 278, 1494, 279]
article [700, 553, 930, 788]
horoscope-tithi-label: আজকের দিনের তিথি ঃ কৃষ্ণপক্ষে তৃতীয়া [1191, 2145, 1428, 2161]
horoscope-sign [1133, 2224, 1305, 2237]
column-4 [940, 58, 1115, 2422]
sign-text: পাওনা অর্থ প্রাপ্তির যোগ আছে। [1167, 2192, 1288, 2203]
continued-note: (শেষ পাতার পর) [199, 697, 264, 709]
divider [10, 663, 453, 664]
logo-small-text: দৈনিক [14, 9, 42, 21]
zodiac-sign-icon [1314, 2193, 1325, 2204]
horoscope-date: ১৬ জুলাই ২০২২ [1255, 2065, 1364, 2083]
article-body: পৌঁছান। আগে থেকে পরিবারিক বিষয় নিয়ে স্বামী-স্ত্রীর মধ্যে বাগবিতণ্ডা চলছিল। পুলিশ জানায়, ঘটনার পর থেকে অভিযুক্ত পলাতক রয়েছে। তাকে গ্রেফতারে অভিযান চলছে। পৌঁছান। আগে থেকে পরিবারিক বিষয় নিয়ে স্বামী-স্ত্রীর মধ্যে বাগবিতণ্ডা চলছিল। পুলিশ জানায়, ঘটনার পর থেকে অভিযুক্ত পলাতক রয়েছে। তাকে গ্রেফতারে অভিযান চলছে। পৌঁছান। আগে থেকে পরিবারিক বিষয় নিয়ে স্বামী-স্ত্রীর মধ্যে বাগবিতণ্ডা চলছিল। পুলিশ জানায়, ঘটনার পর থেকে অভিযুক্ত পলাতক রয়েছে। তাকে গ্রেফতারে অভিযান চলছে। [1124, 331, 1494, 418]
sign-text: গোপন কাজে শত্রু রয়েছে। [1171, 2241, 1271, 2252]
article [10, 61, 453, 429]
sign-text: প্রতিবন্ধকতা আসবে। [1348, 2257, 1428, 2268]
continued-note: (শেষ পাতার পর) [783, 833, 848, 845]
divider [1124, 608, 1494, 609]
article [10, 909, 453, 1130]
article-headline: রাতে বাসায় আশ্রয় [738, 805, 893, 831]
article-headline: যশোরে বাগানে নিয়ে [1225, 284, 1394, 309]
column-2 [464, 58, 690, 2422]
sign-text: গোপন কাজে ত্যাগ করা উচিত। [1351, 2192, 1469, 2203]
horoscope-sign [1133, 2208, 1305, 2221]
article-headline: আত্রাইয়ে তিতুমীর [741, 299, 889, 325]
continued-note: (শেষ পাতার পর) [545, 1265, 609, 1277]
divider [10, 1140, 453, 1141]
divider [10, 439, 453, 440]
sign-name: মিথুন: [1147, 2224, 1174, 2236]
article-headline: পবিত্র হজ শেষে [167, 669, 296, 694]
article-headline: আড়ুয়া ব্যবসায়ী ও বীর মুক্তিযোদ্ধা আঃ সোবাহানের ইন্তেকাল [482, 190, 672, 250]
article [10, 1148, 453, 1339]
divider [700, 1008, 930, 1009]
column-3 [700, 58, 930, 2422]
article-body: কুড়িগ্রামে ব্রহ্মপুত্র ও ধরলা নদীর পানি আবারও বাড়তে পারে বলে জানিয়েছে পানি উন্নয়ন বোর্ড। গত কয়েকদিন পানি কমার পর উজানের ঢল ও ভারী বর্ষণে নদ-নদীর পানি বৃদ্ধির আশঙ্কা রয়েছে। এতে নিম্নাঞ্চল প্লাবিত হতে পারে। চরাঞ্চলের মানুষ আতঙ্কে রয়েছে। কুড়িগ্রামে ব্রহ্মপুত্র ও ধরলা নদীর পানি আবারও বাড়তে পারে বলে জানিয়েছে পানি উন্নয়ন বোর্ড। গত কয়েকদিন পানি কমার পর উজানের ঢল ও ভারী বর্ষণে নদ-নদীর পানি বৃদ্ধির আশঙ্কা রয়েছে। এতে নিম্নাঞ্চল প্লাবিত হতে পারে। চরাঞ্চলের মানুষ আতঙ্কে রয়েছে। কুড়িগ্রামে ব্রহ্মপুত্র ও ধরলা নদীর পানি আবারও বাড়তে পারে বলে জানিয়েছে পানি উন্নয়ন বোর্ড। গত কয়েকদিন পানি কমার পর উজানের ঢল ও ভারী বর্ষণে নদ-নদীর পানি বৃদ্ধির আশঙ্কা রয়েছে। এতে নিম্নাঞ্চল প্লাবিত হতে পারে। চরাঞ্চলের মানুষ আতঙ্কে রয়েছে। [464, 1002, 690, 1221]
article-headline: মুক্তিযোদ্ধাদের ডিজিটাল [494, 2008, 660, 2030]
article-body: ভূমিহীন-গৃহহীনমুক্ত পরিবার আশ্রয়ণ প্রকল্পের আওতায় জমিসহ ঘর পেয়েছেন। তারা বলেন, প্রধানমন্ত্রীর উপহার পেয়ে আমরা খুশি। সরকারের এই উদ্যোগে জেলার প্রতিটি উপজেলায় ভূমিহীন ও গৃহহীনদের জন্য পাকা ঘর নির্মাণ করা হয়েছে। জেলা প্রশাসক বলেন, জেলাকে সম্পূর্ণ ভূমিহীন ও গৃহহীনমুক্ত ঘোষণা করা হয়েছে। এতে জেলার সর্বস্তরের মানুষ অত্যন্ত আনন্দিত। ভূমিহীন-গৃহহীনমুক্ত পরিবার আশ্রয়ণ প্রকল্পের আওতায় জমিসহ ঘর পেয়েছেন। তারা বলেন, প্রধানমন্ত্রীর উপহার পেয়ে আমরা খুশি। সরকারের এই উদ্যোগে জেলার প্রতিটি উপজেলায় ভূমিহীন ও গৃহহীনদের জন্য পাকা ঘর নির্মাণ করা হয়েছে। জেলা প্রশাসক বলেন, জেলাকে সম্পূর্ণ ভূমিহীন ও গৃহহীনমুক্ত ঘোষণা করা হয়েছে। এতে জেলার সর্বস্তরের মানুষ অত্যন্ত আনন্দিত। ভূমিহীন-গৃহহীনমুক্ত পরিবার আশ্রয়ণ প্রকল্পের আওতায় জমিসহ ঘর পেয়েছেন। তারা বলেন, প্রধানমন্ত্রীর উপহার পেয়ে আমরা খুশি। সরকারের এই উদ্যোগে জেলার প্রতিটি উপজেলায় ভূমিহীন ও গৃহহীনদের জন্য পাকা ঘর নির্মাণ করা হয়েছে। জেলা প্রশাসক বলেন, জেলাকে সম্পূর্ণ ভূমিহীন ও গৃহহীনমুক্ত ঘোষণা করা হয়েছে। এতে জেলার সর্বস্তরের মানুষ অত্যন্ত আনন্দিত। [10, 492, 453, 652]
divider [464, 1748, 690, 1749]
column-5 [1124, 58, 1494, 2005]
divider [464, 1231, 690, 1232]
zodiac-sign-icon [1314, 2242, 1325, 2253]
masthead [10, 5, 1502, 49]
continued-note: (শেষ পাতার পর) [199, 88, 264, 100]
sign-name: বৃষ: [1147, 2208, 1164, 2220]
continued-note: (শেষ পাতার পর) [545, 685, 609, 697]
continued-note: (শেষ পাতার পর) [1277, 642, 1342, 654]
photo-portrait [940, 940, 1034, 1042]
article [700, 807, 930, 999]
article [940, 856, 1115, 1274]
column-1 [10, 58, 453, 2422]
article [940, 418, 1115, 838]
article [10, 1702, 453, 1894]
article-body: এরপর নতুন বন্যার আশঙ্কা দেখা দিয়েছে। আবহাওয়া অধিদপ্তর জানায়, দক্ষিণাঞ্চলের নদ-নদীর পানি বিপদসীমার কাছাকাছি প্রবাহিত হচ্ছে। উপকূলীয় এলাকায় জোয়ারের পানিতে নিম্নাঞ্চল প্লাবিত হয়েছে। বরগুনা, পটুয়াখালী ও ভোলা জেলার বেশ কিছু এলাকায় পানিবন্দি হয়ে পড়েছে মানুষ। এরপর নতুন বন্যার আশঙ্কা দেখা দিয়েছে। আবহাওয়া অধিদপ্তর জানায়, দক্ষিণাঞ্চলের নদ-নদীর পানি বিপদসীমার কাছাকাছি প্রবাহিত হচ্ছে। উপকূলীয় এলাকায় জোয়ারের পানিতে নিম্নাঞ্চল প্লাবিত হয়েছে। বরগুনা, পটুয়াখালী ও ভোলা জেলার বেশ কিছু এলাকায় পানিবন্দি হয়ে পড়েছে মানুষ। এরপর নতুন বন্যার আশঙ্কা দেখা দিয়েছে। আবহাওয়া অধিদপ্তর জানায়, দক্ষিণাঞ্চলের নদ-নদীর পানি বিপদসীমার কাছাকাছি প্রবাহিত হচ্ছে। উপকূলীয় এলাকায় জোয়ারের পানিতে নিম্নাঞ্চল প্লাবিত হয়েছে। বরগুনা, পটুয়াখালী ও ভোলা জেলার বেশ কিছু এলাকায় পানিবন্দি হয়ে পড়েছে মানুষ। [1124, 661, 1494, 821]
horoscope-title: আপনার রাশিফল [1186, 2024, 1349, 2052]
article [1124, 285, 1494, 418]
continued-note: (শেষ পাতার পর) [783, 88, 848, 100]
article [464, 1239, 690, 1504]
continued-note: (শেষ পাতার পর) [1277, 88, 1342, 100]
horoscope-sign [1314, 2192, 1486, 2204]
horoscope-intro: আজ আপনার জন্ম হলে আপনি কর্কট রাশি জাতক/জাতিকা। আপনার উপর শনি, নেপচুন ও চন্দ্র গ্রহের প্রভাব রয়েছে। [1133, 2111, 1486, 2136]
continued-note: (শেষ পাতার পর) [996, 1388, 1060, 1400]
article-body: প্রথম ফ্লাইট হজযাত্রী নিয়ে ঢাকার হযরত শাহজালাল আন্তর্জাতিক বিমানবন্দরে অবতরণ করে। হজ অফিস সূত্রে জানা গেছে, এবার বাংলাদেশ থেকে প্রায় ষাট হাজার হজযাত্রী সৌদি আরবে গিয়েছিলেন। ফিরতি ফ্লাইটে হাজীদের দেশে ফেরা শুরু হয়েছে। বিমানবন্দরে হাজীদের স্বাগত জানাতে স্বজনরা ভিড় করেন। হজ ব্যবস্থাপনায় এবার কোনো বড় ধরনের সমস্যা হয়নি বলে জানিয়েছেন সংশ্লিষ্টরা। প্রথম ফ্লাইট হজযাত্রী নিয়ে ঢাকার হযরত শাহজালাল আন্তর্জাতিক বিমানবন্দরে অবতরণ করে। হজ অফিস সূত্রে জানা গেছে, এবার বাংলাদেশ থেকে প্রায় ষাট হাজার হজযাত্রী সৌদি আরবে গিয়েছিলেন। ফিরতি ফ্লাইটে হাজীদের দেশে ফেরা শুরু হয়েছে। বিমানবন্দরে হাজীদের স্বাগত জানাতে স্বজনরা ভিড় করেন। হজ ব্যবস্থাপনায় এবার কোনো বড় ধরনের সমস্যা হয়নি বলে জানিয়েছেন সংশ্লিষ্টরা। প্রথম ফ্লাইট হজযাত্রী নিয়ে ঢাকার হযরত শাহজালাল আন্তর্জাতিক বিমানবন্দরে অবতরণ করে। হজ অফিস সূত্রে জানা গেছে, এবার বাংলাদেশ থেকে প্রায় ষাট হাজার হজযাত্রী সৌদি আরবে গিয়েছিলেন। ফিরতি ফ্লাইটে হাজীদের দেশে ফেরা শুরু হয়েছে। বিমানবন্দরে হাজীদের স্বাগত জানাতে স্বজনরা ভিড় করেন। হজ ব্যবস্থাপনায় এবার কোনো বড় ধরনের সমস্যা হয়নি বলে জানিয়েছেন সংশ্লিষ্টরা। [10, 716, 453, 890]
article [464, 611, 690, 923]
divider [940, 1769, 1115, 1770]
article-headline: ফের সরগরম [1257, 435, 1361, 460]
continued-note: (শেষ পাতার পর) [545, 2032, 609, 2044]
article-body: রাজু থেকে সুমন ও মুন্না থানায় অভিযোগ করেন। পুলিশ অভিযোগ পেয়ে তদন্ত শুরু করেছে। স্থানীয় বাসিন্দারা জানান, ঘটনার পর থেকে এলাকায় উত্তেজনা বিরাজ করছে। রাজু থেকে সুমন ও মুন্না থানায় অভিযোগ করেন। পুলিশ অভিযোগ পেয়ে তদন্ত শুরু করেছে। স্থানীয় বাসিন্দারা জানান, ঘটনার পর থেকে এলাকায় উত্তেজনা বিরাজ করছে। রাজু থেকে সুমন ও মুন্না থানায় অভিযোগ করেন। পুলিশ অভিযোগ পেয়ে তদন্ত শুরু করেছে। স্থানীয় বাসিন্দারা জানান, ঘটনার পর থেকে এলাকায় উত্তেজনা বিরাজ করছে। [700, 852, 930, 997]
divider [464, 2002, 690, 2003]
continued-note: (শেষ পাতার পর) [783, 326, 848, 338]
article [1124, 61, 1494, 268]
article-body: রাত তিনটার দিকে দুর্বৃত্তরা ঘরে ঢুকে হামলা চালায়। খবর পেয়ে পুলিশ ঘটনাস্থলে গিয়ে আহতদের উদ্ধার করে হাসপাতালে পাঠায়। পুলিশ জানায়, ঘটনায় জড়িতদের শনাক্ত করতে অভিযান চলছে। এলাকায় অতিরিক্ত পুলিশ মোতায়েন করা হয়েছে। রাত তিনটার দিকে দুর্বৃত্তরা ঘরে ঢুকে হামলা চালায়। খবর পেয়ে পুলিশ ঘটনাস্থলে গিয়ে আহতদের উদ্ধার করে হাসপাতালে পাঠায়। পুলিশ জানায়, ঘটনায় জড়িতদের শনাক্ত করতে অভিযান চলছে। এলাকায় অতিরিক্ত পুলিশ মোতায়েন করা হয়েছে। রাত তিনটার দিকে দুর্বৃত্তরা ঘরে ঢুকে হামলা চালায়। খবর পেয়ে পুলিশ ঘটনাস্থলে গিয়ে আহতদের উদ্ধার করে হাসপাতালে পাঠায়। পুলিশ জানায়, ঘটনায় জড়িতদের শনাক্ত করতে অভিযান চলছে। এলাকায় অতিরিক্ত পুলিশ মোতায়েন করা হয়েছে। [464, 1284, 690, 1503]
divider [464, 1514, 690, 1515]
